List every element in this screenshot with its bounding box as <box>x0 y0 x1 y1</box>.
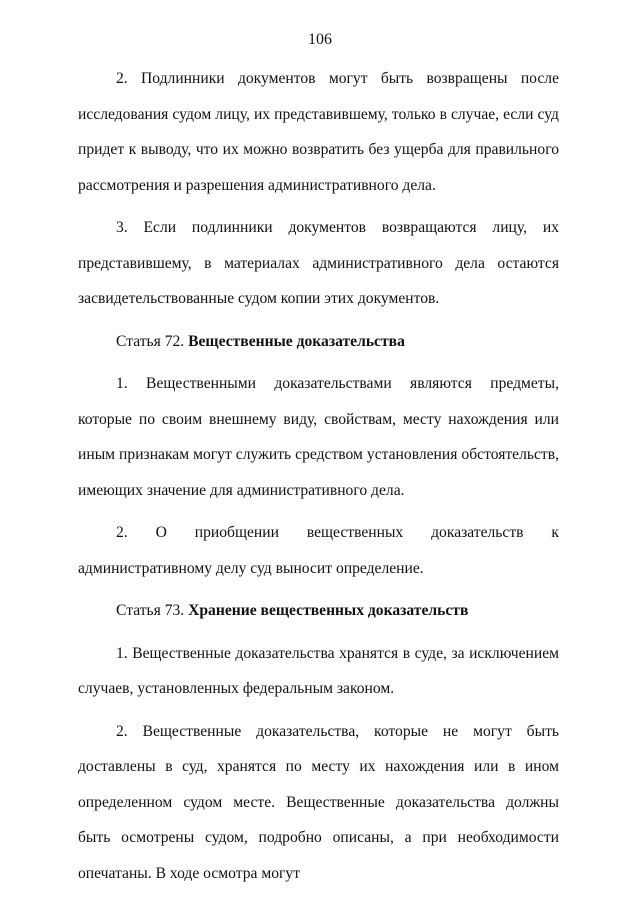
article-73-paragraph-2: 2. Вещественные доказательства, которые не могут быть доставлены в суд, хранятся по месту их нахождения или в ином определенном судом месте. Вещественные доказательства должны быть осмотрены судом, подробно описаны, а при необходимости опечатаны. В ходе осмотра могут <box>78 722 559 882</box>
article-72-heading <box>78 324 559 360</box>
article-72-number: Статья 72. <box>116 332 189 350</box>
article-72-paragraph-2: 2. О приобщении вещественных доказательств к административному делу суд выносит определение. <box>78 524 559 577</box>
article-73-title: Хранение вещественных доказательств <box>188 602 469 619</box>
page-content <box>78 61 559 898</box>
paragraph-certified-copies: 3. Если подлинники документов возвращаются лицу, их представившему, в материалах административного дела остаются засвидетельствованные судом копии этих документов. <box>78 219 559 307</box>
article-73-paragraph-1: 1. Вещественные доказательства хранятся в суде, за исключением случаев, установленных федеральным законом. <box>78 644 559 697</box>
page-number: 106 <box>308 31 332 48</box>
article-72-title: Вещественные доказательства <box>188 332 405 350</box>
article-73-heading <box>78 593 559 629</box>
article-73-number: Статья 73. <box>116 602 189 619</box>
article-72-paragraph-1: 1. Вещественными доказательствами являются предметы, которые по своим внешнему виду, свойствам, месту нахождения или иным признакам могут служить средством установления обстоятельств, имеющих значение для административного дела. <box>78 375 559 499</box>
paragraph-documents-returned: 2. Подлинники документов могут быть возвращены после исследования судом лицу, их представившему, только в случае, если суд придет к выводу, что их можно возвратить без ущерба для правильного рассмотрения и разрешения административного дела. <box>78 70 559 194</box>
